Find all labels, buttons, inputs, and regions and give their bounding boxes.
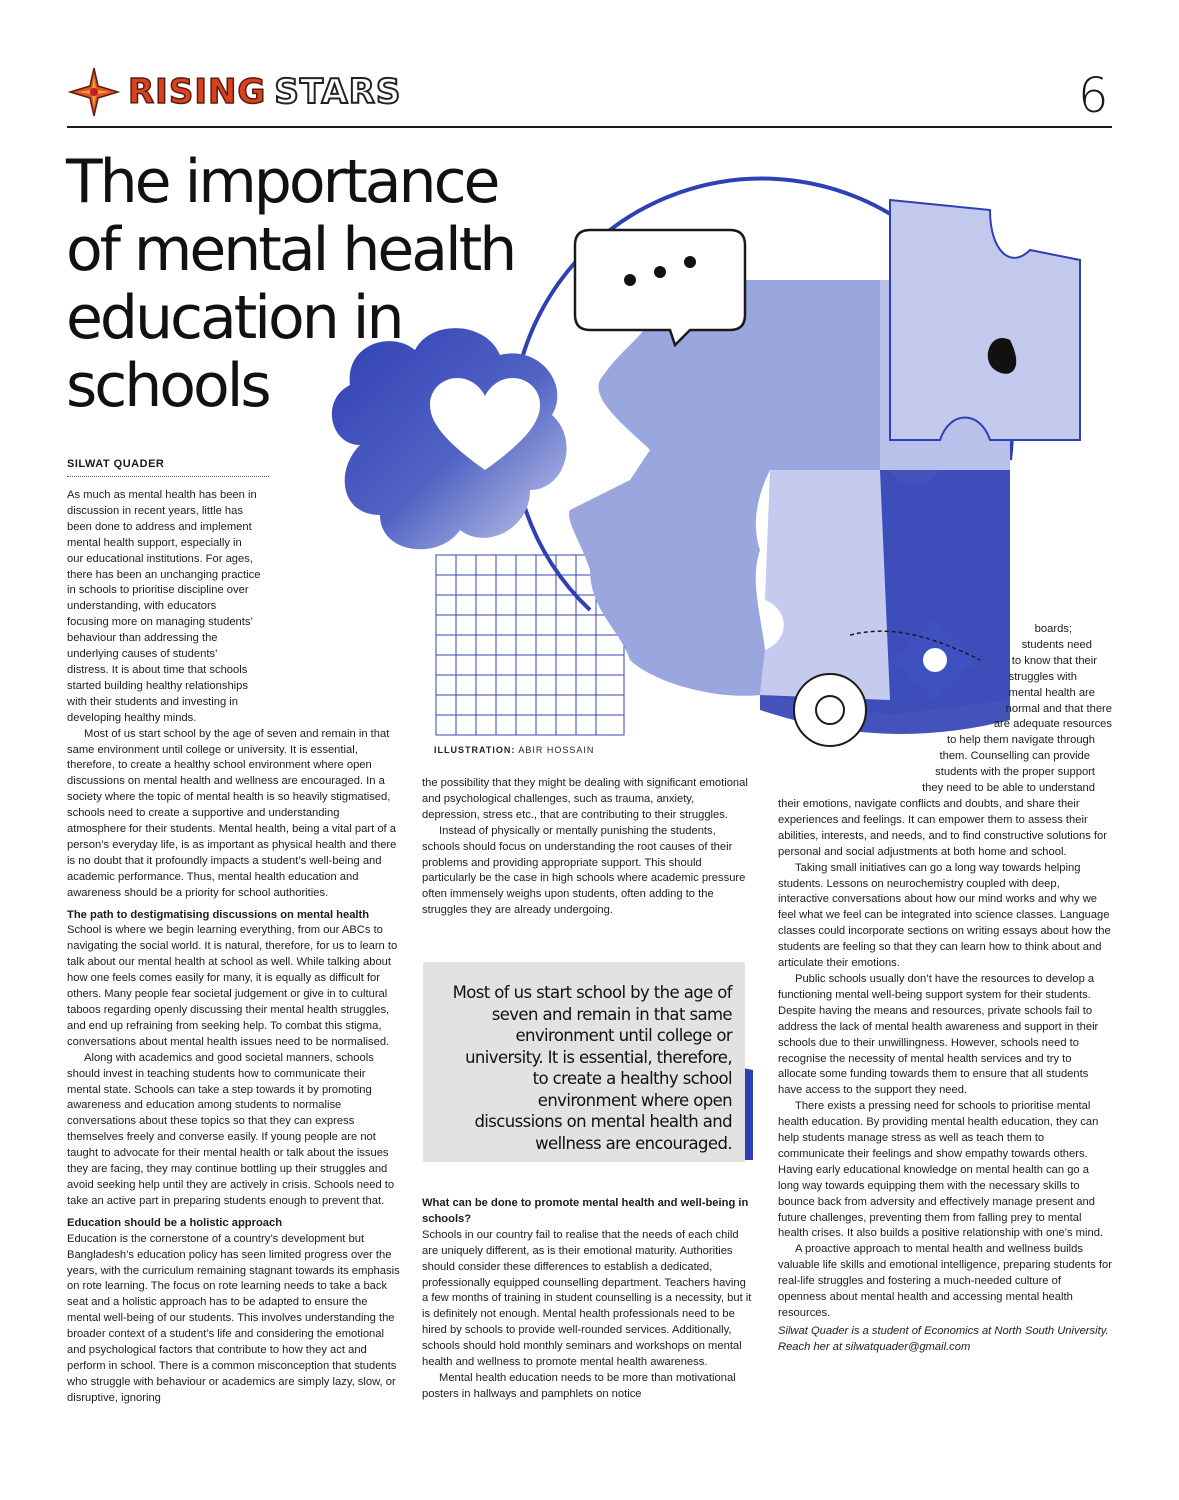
column-1: [67, 488, 401, 1407]
wrap-line: normal and that there: [1005, 702, 1112, 715]
wrap-line: are adequate resources: [993, 718, 1112, 731]
subheading: Education should be a holistic approach: [67, 1216, 283, 1229]
wrap-line: students with the proper support: [935, 766, 1095, 779]
masthead-divider: [67, 126, 1112, 128]
wrap-line: to know that their: [1011, 654, 1097, 667]
wrap-line: they need to be able to understand: [922, 782, 1095, 795]
subheading: The path to destigmatising discussions on mental health: [67, 908, 370, 921]
pull-quote: Most of us start school by the age of seven and remain in that same environment until college or university. It is essential, therefore, to create a healthy school environment where open discussions on mental health and wellness are encouraged.: [452, 983, 732, 1153]
star-logo-icon: [68, 66, 120, 118]
paragraph: Public schools usually don’t have the resources to develop a functioning mental well-being support system for their students. Despite having the means and resources, private schools fail to address the lack of mental health awareness and support in their schools due to their unwillingness. However, schools need to recognise the necessity of mental health services and try to allocate some funding towards them to ensure that all students have access to the support they need.: [778, 972, 1099, 1097]
paragraph: the possibility that they might be dealing with significant emotional and psychological challenges, such as trauma, anxiety, depression, stress etc., that are contributing to their struggles.: [422, 777, 748, 821]
paragraph: their emotions, navigate conflicts and doubts, and share their experiences and feelings. It can empower them to assess their abilities, interests, and needs, and to find constructive solutions for personal and social adjustments at both home and school.: [778, 798, 1107, 858]
credit-name: ABIR HOSSAIN: [518, 745, 595, 755]
paragraph: Education is the cornerstone of a country’s development but Bangladesh’s education policy has seen limited progress over the years, with the curriculum remaining stagnant towards its emphasis on rote learning. The focus on rote learning needs to take a back seat and a holistic approach has to be adapted to ensure the mental well-being of our students. This involves understanding the broader context of a student’s life and considering the emotional and psychological factors that contribute to how they act and perform in school. There is a common misconception that students who struggle with behaviour or academics are simply lazy, slow, or disruptive, ignoring: [67, 1232, 400, 1404]
wrap-line: struggles with: [1008, 670, 1077, 683]
column-2-lower: [422, 1196, 754, 1403]
column-3: [778, 797, 1112, 1356]
subheading: What can be done to promote mental health and well-being in schools?: [422, 1197, 749, 1225]
wrap-line: them. Counselling can provide: [939, 750, 1090, 763]
paragraph: School is where we begin learning everything, from our ABCs to navigating the social world. It is natural, therefore, for us to learn to talk about our mental health at school as well. While talking about how one feels comes easily for many, it is equally as difficult for others. Many people fear societal judgement or give in to cultural taboos regarding openly discussing their mental health struggles, and end up refraining from seeking help. To combat this stigma, conversations about mental health issues need to be normalised.: [67, 924, 398, 1048]
brand-rising: RISING: [128, 72, 267, 112]
illustration-credit: [434, 745, 594, 755]
headline: The importance of mental health education in schools: [66, 147, 515, 421]
paragraph: Taking small initiatives can go a long way towards helping students. Lessons on neurochemistry coupled with deep, interactive conversations about how our mind works and why we feel what we feel can be integrated into science classes. Language classes could incorporate sections on writing essays about how the students are feeling so that they can learn how to think about and articulate their emotions.: [778, 861, 1111, 970]
credit-label: ILLUSTRATION:: [434, 745, 516, 755]
paragraph: As much as mental health has been in discussion in recent years, little has been done to address and implement mental health support, especially in our educational institutions. For ages, there has been an unchanging practice in schools to prioritise discipline over understanding, with educators focusing more on managing students’ behaviour than addressing the underlying causes of students’ distress. It is about time that schools started building healthy relationships with their students and investing in developing healthy minds.: [67, 489, 261, 724]
byline: SILWAT QUADER: [67, 458, 269, 477]
wrap-line: boards;: [1034, 623, 1072, 635]
wrap-line: students need: [1021, 638, 1092, 651]
page-number: 6: [1078, 68, 1109, 124]
author-bio: Silwat Quader is a student of Economics at North South University. Reach her at silwatquader@gmail.com: [778, 1324, 1109, 1353]
paragraph: Mental health education needs to be more than motivational posters in hallways and pamphlets on notice: [422, 1371, 736, 1400]
paragraph: A proactive approach to mental health and wellness builds valuable life skills and emotional intelligence, preparing students for real-life struggles and fostering a much-needed culture of openness about mental health and accessing mental health resources.: [778, 1243, 1112, 1319]
wrap-line: to help them navigate through: [946, 734, 1095, 747]
paragraph: Instead of physically or mentally punishing the students, schools should focus on understanding the root causes of their problems and providing appropriate support. This should particularly be the case in high schools where academic pressure often immensely weighs upon students, often adding to the struggles they are already undergoing.: [422, 824, 746, 917]
speech-bubble-icon: [575, 230, 745, 345]
wrap-line: mental health are: [1008, 686, 1095, 699]
brand-stars: STARS: [274, 72, 402, 112]
paragraph: Schools in our country fail to realise that the needs of each child are uniquely different, as is their emotional maturity. Authorities should consider these differences to establish a dedicated, professionally equipped counselling department. Teachers having a few months of training in student counselling is a necessity, but it is definitely not enough. Mental health professionals need to be hired by schools to provide well-rounded services. Additionally, schools should hold monthly seminars and workshops on mental health and wellness to promote mental health awareness.: [422, 1228, 752, 1369]
paragraph: Most of us start school by the age of seven and remain in that same environment until college or university. It is essential, therefore, to create a healthy school environment where open discussions on mental health and wellness are encouraged. In a society where the topic of mental health is so heavily stigmatised, schools need to create a supportive and understanding atmosphere for their students. Mental health, being a vital part of a person’s everyday life, is as important as physical health and there is no doubt that it profoundly impacts a student’s well-being and academic performance. Thus, mental health education and awareness should be a priority for school authorities.: [67, 727, 397, 899]
masthead-brand: [68, 62, 401, 122]
paragraph: There exists a pressing need for schools to prioritise mental health education. By providing mental health education, they can help students manage stress as well as teach them to communicate their feelings and show empathy towards others. Having early educational knowledge on mental health can go a long way towards equipping them with the necessary skills to bounce back from adversity and effectively manage present and future challenges, preventing them from falling prey to mental health crises. It also builds a positive relationship with one’s mind.: [778, 1100, 1104, 1240]
column-2: [422, 776, 754, 919]
column-3-wrap: [778, 622, 1112, 797]
paragraph: Along with academics and good societal manners, schools should invest in teaching students how to communicate their mental state. Schools can take a step towards it by promoting awareness and education among students to normalise conversations about these topics so that they can express themselves freely and converse easily. If young people are not taught to advocate for their mental health or talk about the issues they are facing, they may continue bottling up their struggles and avoid seeking help until they are actively in crisis. Schools need to take an active part in preparing students enough to prevent that.: [67, 1051, 395, 1207]
